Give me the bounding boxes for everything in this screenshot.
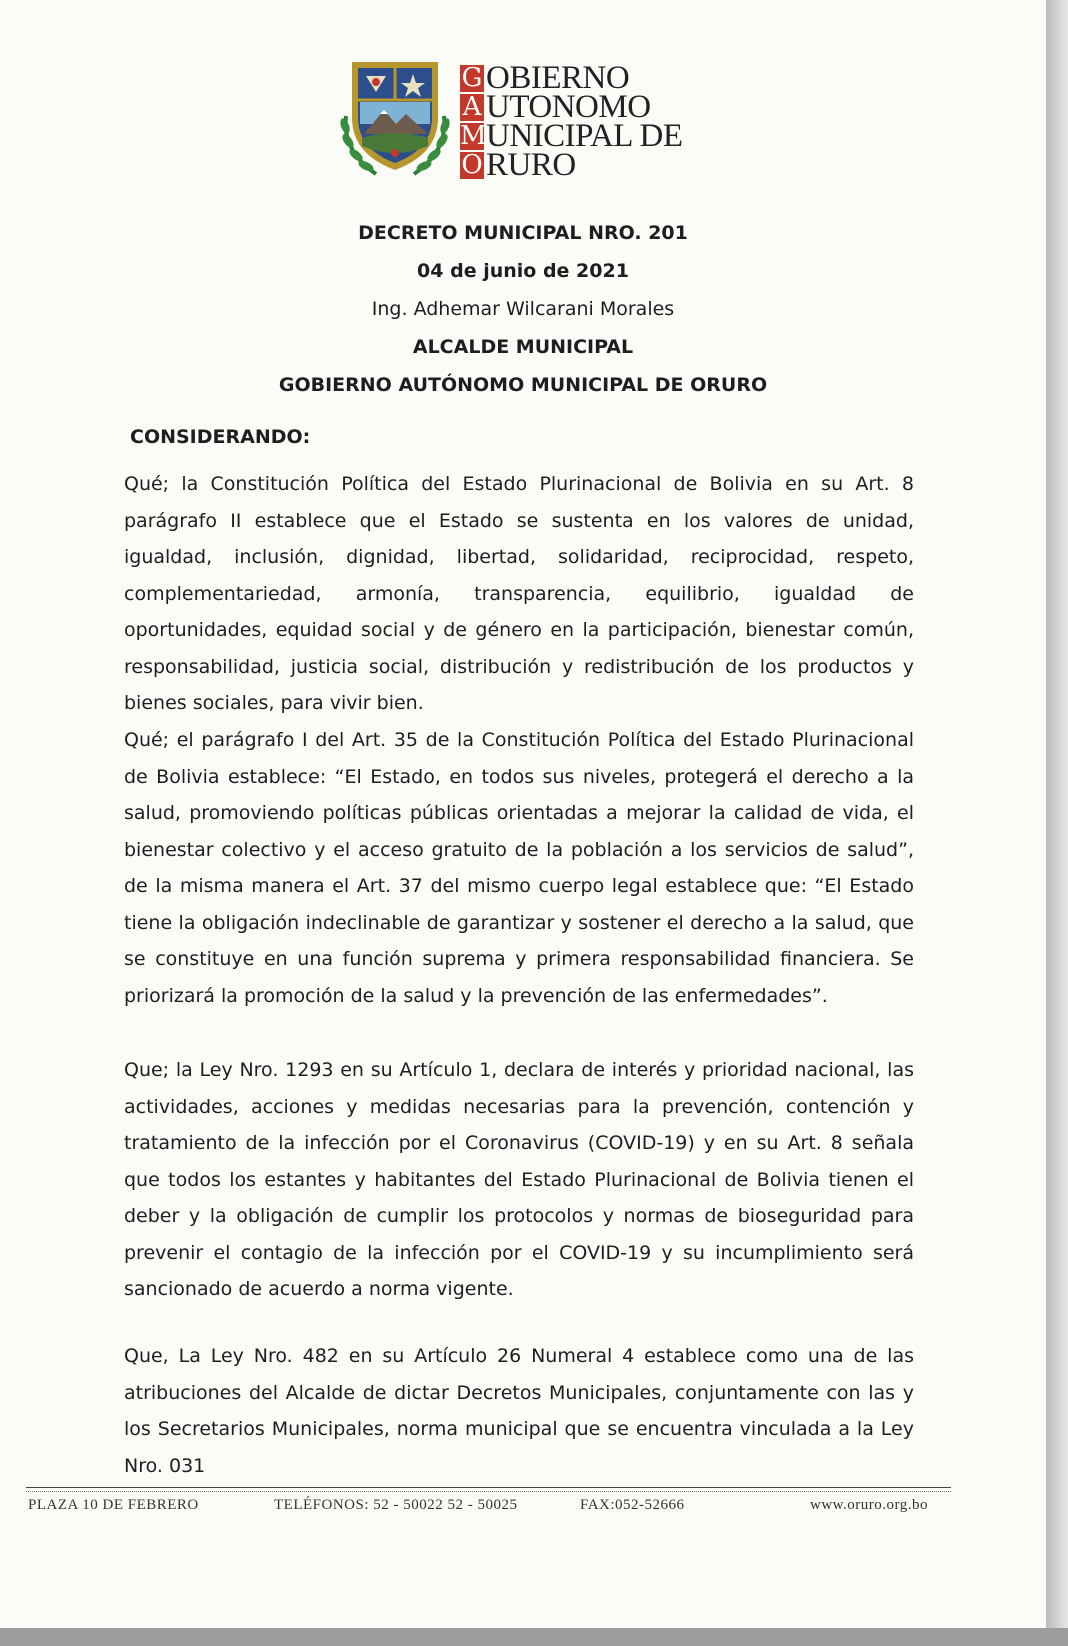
logo-word: UNICIPAL DE bbox=[486, 118, 683, 154]
logo-line bbox=[460, 147, 682, 183]
official-name: Ing. Adhemar Wilcarani Morales bbox=[371, 298, 675, 320]
scan-bottom-edge bbox=[0, 1628, 1068, 1646]
logo-initial: G bbox=[461, 63, 483, 93]
logo-word: OBIERNO bbox=[486, 60, 630, 96]
decree-date: 04 de junio de 2021 bbox=[417, 260, 629, 282]
scan-edge bbox=[1046, 0, 1068, 1646]
paragraph: Que, La Ley Nro. 482 en su Artículo 26 Numeral 4 establece como una de las atribuciones del Alcalde de dictar Decretos Municipales, conjuntamente con las y los Secretarios Municipales, norma municipal que se encuentra vinculada a la Ley Nro. 031 bbox=[124, 1345, 914, 1477]
logo-word: RURO bbox=[486, 147, 576, 183]
paragraph: Qué; la Constitución Política del Estado Plurinacional de Bolivia en su Art. 8 parágrafo II establece que el Estado se sustenta en los valores de unidad, igualdad, inclusión, dignidad, libertad, solidaridad, reciprocidad, respeto, complementariedad, armonía, transparencia, equilibrio, igualdad de oportunidades, equidad social y de género en la participación, bienestar común, responsabilidad, justicia social, distribución y redistribución de los productos y bienes sociales, para vivir bien. bbox=[124, 473, 914, 714]
institution-name: GOBIERNO AUTÓNOMO MUNICIPAL DE ORURO bbox=[278, 374, 768, 396]
footer-address: PLAZA 10 DE FEBRERO bbox=[28, 1497, 199, 1513]
footer-fax: FAX:052-52666 bbox=[580, 1497, 685, 1513]
logo-initial: M bbox=[460, 121, 487, 151]
official-role: ALCALDE MUNICIPAL bbox=[412, 336, 634, 358]
logo-initial: A bbox=[460, 94, 484, 121]
paragraph: Qué; el parágrafo I del Art. 35 de la Constitución Política del Estado Plurinacional de Bolivia establece: “El Estado, en todos sus niveles, protegerá el derecho a la salud, promoviendo políticas públicas orientadas a mejorar la calidad de vida, el bienestar colectivo y el acceso gratuito de la población a los servicios de salud”, de la misma manera el Art. 37 del mismo cuerpo legal establece que: “El Estado tiene la obligación indeclinable de garantizar y sostener el derecho a la salud, que se constituye en una función suprema y primera responsabilidad financiera. Se priorizará la promoción de la salud y la prevención de las enfermedades”. bbox=[124, 729, 914, 1007]
decree-title: DECRETO MUNICIPAL NRO. 201 bbox=[358, 222, 688, 244]
logo-wordmark bbox=[460, 60, 683, 183]
footer-phones: TELÉFONOS: 52 - 50022 52 - 50025 bbox=[274, 1497, 518, 1513]
logo-word: UTONOMO bbox=[486, 89, 651, 125]
footer-divider bbox=[26, 1487, 951, 1488]
section-title: CONSIDERANDO: bbox=[130, 426, 311, 448]
coat-of-arms-icon bbox=[336, 56, 454, 181]
footer-website: www.oruro.org.bo bbox=[810, 1497, 928, 1513]
paragraph: Que; la Ley Nro. 1293 en su Artículo 1, declara de interés y prioridad nacional, las actividades, acciones y medidas necesarias para la prevención, contención y tratamiento de la infección por el Coronavirus (COVID-19) y en su Art. 8 señala que todos los estantes y habitantes del Estado Plurinacional de Bolivia tienen el deber y la obligación de cumplir los protocolos y normas de bioseguridad para prevenir el contagio de la infección por el COVID-19 y su incumplimiento será sancionado de acuerdo a norma vigente. bbox=[124, 1059, 914, 1300]
footer-divider bbox=[26, 1491, 951, 1492]
municipal-logo bbox=[336, 56, 736, 186]
logo-initial: O bbox=[461, 150, 483, 180]
